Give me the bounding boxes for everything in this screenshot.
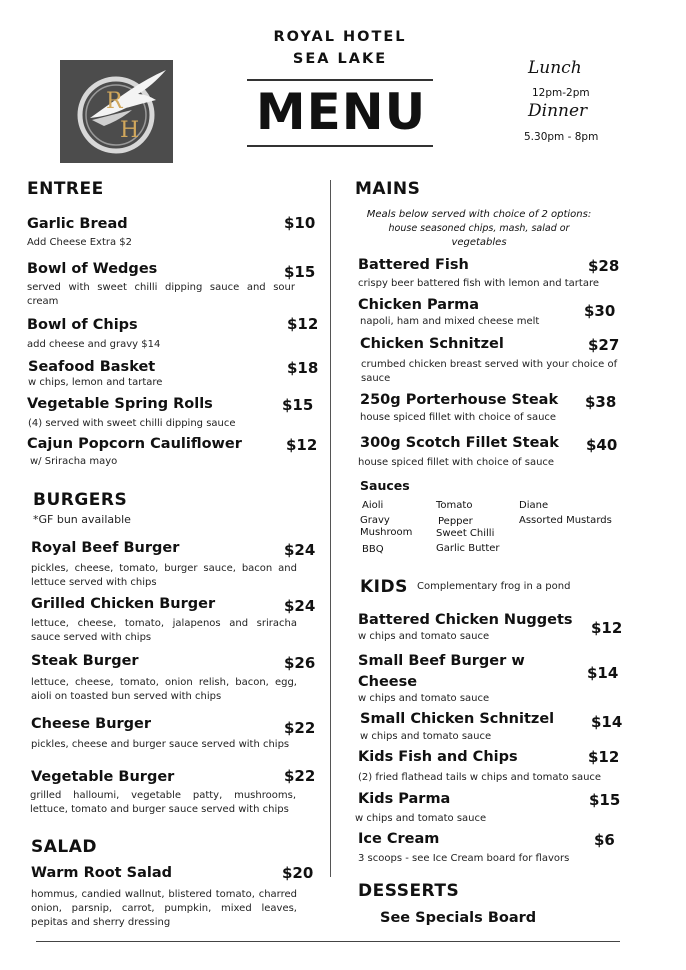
menu-item-name: 250g Porterhouse Steak: [360, 392, 559, 408]
menu-item-name: Cajun Popcorn Cauliflower: [27, 436, 242, 452]
menu-item-price: $15: [282, 396, 314, 414]
menu-item-price: $38: [585, 393, 617, 411]
entree-heading: ENTREE: [27, 179, 104, 199]
menu-item-desc: w/ Sriracha mayo: [30, 456, 118, 467]
menu-item-price: $30: [584, 302, 616, 320]
menu-item-price: $12: [591, 619, 623, 637]
menu-item-desc: (2) fried flathead tails w chips and tomato sauce: [358, 772, 602, 783]
desserts-text: See Specials Board: [380, 910, 537, 926]
sauce-item: Sweet Chilli: [436, 528, 495, 539]
menu-item-name: Seafood Basket: [28, 359, 156, 375]
menu-item-price: $22: [284, 767, 316, 785]
menu-item-desc: (4) served with sweet chilli dipping sauce: [28, 418, 236, 429]
menu-item-name: Vegetable Spring Rolls: [27, 396, 213, 412]
menu-item-desc: lettuce, cheese, tomato, onion relish, bacon, egg, aioli on toasted bun served with chips: [31, 677, 297, 702]
menu-item-price: $18: [287, 359, 319, 377]
menu-item-price: $6: [594, 831, 615, 849]
menu-item-price: $24: [284, 541, 316, 559]
menu-item-price: $15: [284, 263, 316, 281]
kids-note: Complementary frog in a pond: [417, 581, 571, 592]
menu-item-desc: crispy beer battered fish with lemon and tartare: [358, 278, 599, 289]
hotel-logo: [60, 60, 173, 163]
menu-item-name: Ice Cream: [358, 831, 440, 847]
menu-item-price: $14: [591, 713, 623, 731]
sauce-item: Gravy: [360, 515, 390, 526]
menu-item-desc: napoli, ham and mixed cheese melt: [360, 316, 540, 327]
menu-item-desc: Add Cheese Extra $2: [27, 237, 133, 248]
menu-item-name: Kids Parma: [358, 791, 451, 807]
menu-item-price: $12: [287, 315, 319, 333]
menu-item-price: $12: [286, 436, 318, 454]
sauces-heading: Sauces: [360, 478, 410, 493]
menu-item-desc: w chips and tomato sauce: [358, 631, 490, 642]
seagull-logo-icon: [60, 60, 173, 163]
svg-text:R: R: [106, 89, 123, 114]
menu-item-price: $28: [588, 257, 620, 275]
menu-item-name: Battered Fish: [358, 257, 469, 273]
menu-item-name: Chicken Schnitzel: [360, 336, 504, 352]
menu-item-name: Bowl of Chips: [27, 317, 138, 333]
mains-note-line3: vegetables: [451, 237, 507, 248]
menu-item-price: $27: [588, 336, 620, 354]
menu-item-name: Vegetable Burger: [31, 769, 175, 785]
menu-item-desc: lettuce, cheese, tomato, jalapenos and sriracha sauce served with chips: [31, 618, 297, 643]
menu-item-price: $20: [282, 864, 314, 882]
burgers-heading: BURGERS: [33, 490, 128, 510]
menu-item-name: Royal Beef Burger: [31, 540, 180, 556]
menu-item-price: $40: [586, 436, 618, 454]
hotel-name-line2: SEA LAKE: [292, 51, 388, 67]
menu-item-price: $14: [587, 664, 619, 682]
menu-item-desc: house spiced fillet with choice of sauce: [358, 457, 555, 468]
menu-item-desc: pickles, cheese, tomato, burger sauce, bacon and lettuce served with chips: [31, 563, 297, 588]
footer-rule: [36, 941, 620, 942]
mains-note-line1: Meals below served with choice of 2 options:: [366, 209, 592, 220]
menu-item-name: Warm Root Salad: [31, 865, 172, 881]
menu-item-name: Cheese Burger: [31, 716, 152, 732]
menu-item-name: Chicken Parma: [358, 297, 480, 313]
title-rule-bottom: [247, 145, 433, 147]
menu-item-name: Bowl of Wedges: [27, 261, 158, 277]
menu-item-desc: add cheese and gravy $14: [27, 339, 161, 350]
sauce-item: Diane: [519, 500, 549, 511]
menu-item-price: $12: [588, 748, 620, 766]
sauce-item: Garlic Butter: [436, 543, 500, 554]
menu-item-price: $24: [284, 597, 316, 615]
menu-item-name: 300g Scotch Fillet Steak: [360, 435, 559, 451]
title-rule-top: [247, 79, 433, 81]
menu-item-name: Battered Chicken Nuggets: [358, 612, 573, 628]
sauce-item: Aioli: [362, 500, 384, 511]
menu-item-desc: w chips, lemon and tartare: [28, 377, 163, 388]
kids-heading: KIDS: [360, 577, 408, 597]
menu-item-desc: w chips and tomato sauce: [358, 693, 490, 704]
lunch-hours: 12pm-2pm: [532, 87, 590, 99]
column-divider: [330, 180, 331, 877]
menu-item-name: Grilled Chicken Burger: [31, 596, 216, 612]
menu-item-name: Kids Fish and Chips: [358, 749, 518, 765]
hotel-name-line1: ROYAL HOTEL: [273, 29, 407, 45]
menu-item-desc: grilled halloumi, vegetable patty, mushrooms, lettuce, tomato and burger sauce served with chips: [30, 790, 296, 815]
sauce-item: Tomato: [436, 500, 473, 511]
desserts-heading: DESSERTS: [358, 881, 460, 901]
menu-item-desc: served with sweet chilli dipping sauce and sour cream: [27, 282, 295, 307]
salad-heading: SALAD: [31, 837, 98, 857]
menu-item-price: $10: [284, 214, 316, 232]
menu-item-desc: 3 scoops - see Ice Cream board for flavors: [358, 853, 570, 864]
page-title: MENU: [255, 83, 427, 141]
menu-item-name: Garlic Bread: [27, 216, 128, 232]
dinner-label: Dinner: [528, 101, 588, 121]
menu-item-desc: w chips and tomato sauce: [355, 813, 487, 824]
menu-item-price: $22: [284, 719, 316, 737]
menu-item-name: Steak Burger: [31, 653, 139, 669]
sauce-item: BBQ: [362, 544, 384, 555]
burgers-note: *GF bun available: [33, 513, 131, 526]
menu-item-desc: w chips and tomato sauce: [360, 731, 492, 742]
svg-text:H: H: [120, 118, 140, 143]
menu-item-name: Small Beef Burger w Cheese: [358, 653, 525, 690]
lunch-label: Lunch: [528, 58, 582, 78]
mains-note-line2: house seasoned chips, mash, salad or: [388, 223, 570, 234]
sauce-item: Mushroom: [360, 527, 413, 538]
sauce-item: Assorted Mustards: [519, 515, 612, 526]
mains-heading: MAINS: [355, 179, 421, 199]
menu-item-desc: crumbed chicken breast served with your choice of sauce: [361, 359, 618, 384]
menu-item-desc: hommus, candied wallnut, blistered tomato, charred onion, parsnip, carrot, pumpkin, mixed leaves, pepitas and sherry dressing: [31, 889, 297, 928]
dinner-hours: 5.30pm - 8pm: [524, 131, 599, 143]
menu-item-price: $26: [284, 654, 316, 672]
menu-item-desc: house spiced fillet with choice of sauce: [360, 412, 557, 423]
menu-item-name: Small Chicken Schnitzel: [360, 711, 555, 727]
sauce-item: Pepper: [438, 516, 473, 527]
menu-item-price: $15: [589, 791, 621, 809]
menu-item-desc: pickles, cheese and burger sauce served with chips: [31, 739, 290, 750]
